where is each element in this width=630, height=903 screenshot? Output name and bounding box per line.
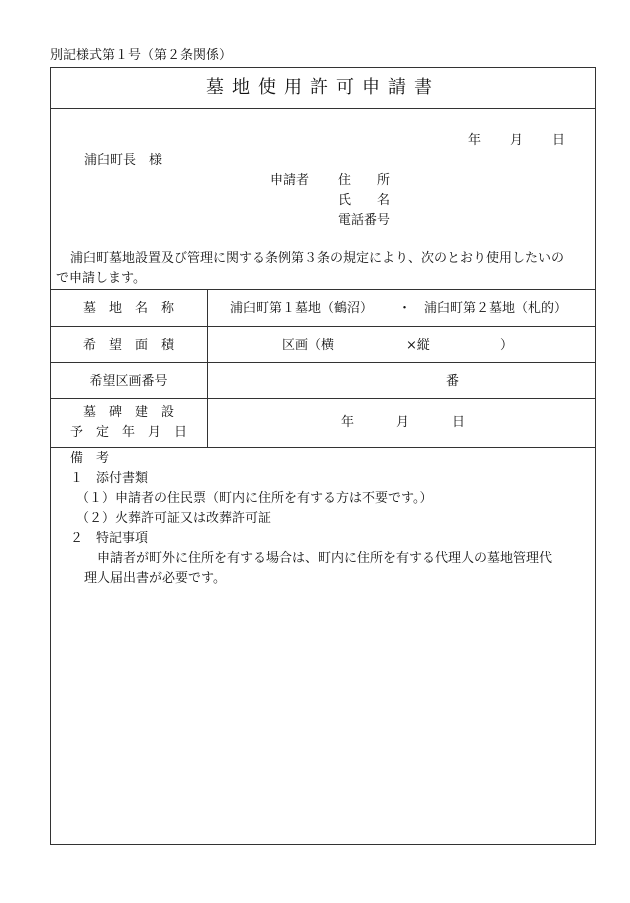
tombstone-year-label: 年 <box>341 415 355 430</box>
tombstone-month-label: 月 <box>396 415 410 430</box>
date-month-label: 月 <box>510 133 524 148</box>
area-value-suffix: ） <box>500 338 514 353</box>
remarks-item-1-1: （１）申請者の住民票（町内に住所を有する方は不要です。） <box>76 491 433 506</box>
statement-line-1: 浦臼町墓地設置及び管理に関する条例第３条の規定により、次のとおり使用したいの <box>70 251 565 266</box>
area-value-mid: ×縦 <box>406 338 430 353</box>
tombstone-label-line-1: 墓 碑 建 設 <box>82 405 174 420</box>
divider-title <box>50 108 596 109</box>
page-title: 墓地使用許可申請書 <box>206 77 440 98</box>
plot-number-unit: 番 <box>446 374 460 389</box>
divider-row-3 <box>50 398 596 399</box>
cemetery-option-separator: ・ <box>398 301 412 316</box>
form-frame <box>50 67 596 845</box>
date-year-label: 年 <box>468 133 482 148</box>
area-value-prefix: 区画（横 <box>282 338 335 353</box>
applicant-label: 申請者 <box>270 173 310 188</box>
cemetery-name-label: 墓 地 名 称 <box>82 301 174 316</box>
remarks-item-2-text-1: 申請者が町外に住所を有する場合は、町内に住所を有する代理人の墓地管理代 <box>97 551 553 566</box>
divider-table-top <box>50 289 596 290</box>
divider-row-1 <box>50 326 596 327</box>
remarks-item-1-2: （２）火葬許可証又は改葬許可証 <box>76 511 272 526</box>
divider-row-2 <box>50 362 596 363</box>
desired-area-label: 希 望 面 積 <box>82 338 174 353</box>
remarks-item-2: ２ 特記事項 <box>70 531 149 546</box>
addressee: 浦臼町長 様 <box>84 153 163 168</box>
form-number: 別記様式第１号（第２条関係） <box>50 48 233 63</box>
tombstone-day-label: 日 <box>452 415 466 430</box>
remarks-item-2-text-2: 理人届出書が必要です。 <box>84 571 226 586</box>
cemetery-option-1: 浦臼町第１墓地（鶴沼） <box>230 301 374 316</box>
applicant-name-label: 氏 名 <box>338 193 391 208</box>
tombstone-label-line-2: 予 定 年 月 日 <box>69 425 187 440</box>
applicant-phone-label: 電話番号 <box>338 213 391 228</box>
applicant-address-label: 住 所 <box>338 173 391 188</box>
remarks-item-1: １ 添付書類 <box>70 471 149 486</box>
divider-table-bottom <box>50 447 596 448</box>
table-column-divider <box>207 289 208 447</box>
cemetery-option-2: 浦臼町第２墓地（札的） <box>424 301 568 316</box>
remarks-heading: 備 考 <box>70 451 110 466</box>
date-day-label: 日 <box>552 133 566 148</box>
statement-line-2: で申請します。 <box>56 271 146 286</box>
plot-number-label: 希望区画番号 <box>89 374 168 389</box>
